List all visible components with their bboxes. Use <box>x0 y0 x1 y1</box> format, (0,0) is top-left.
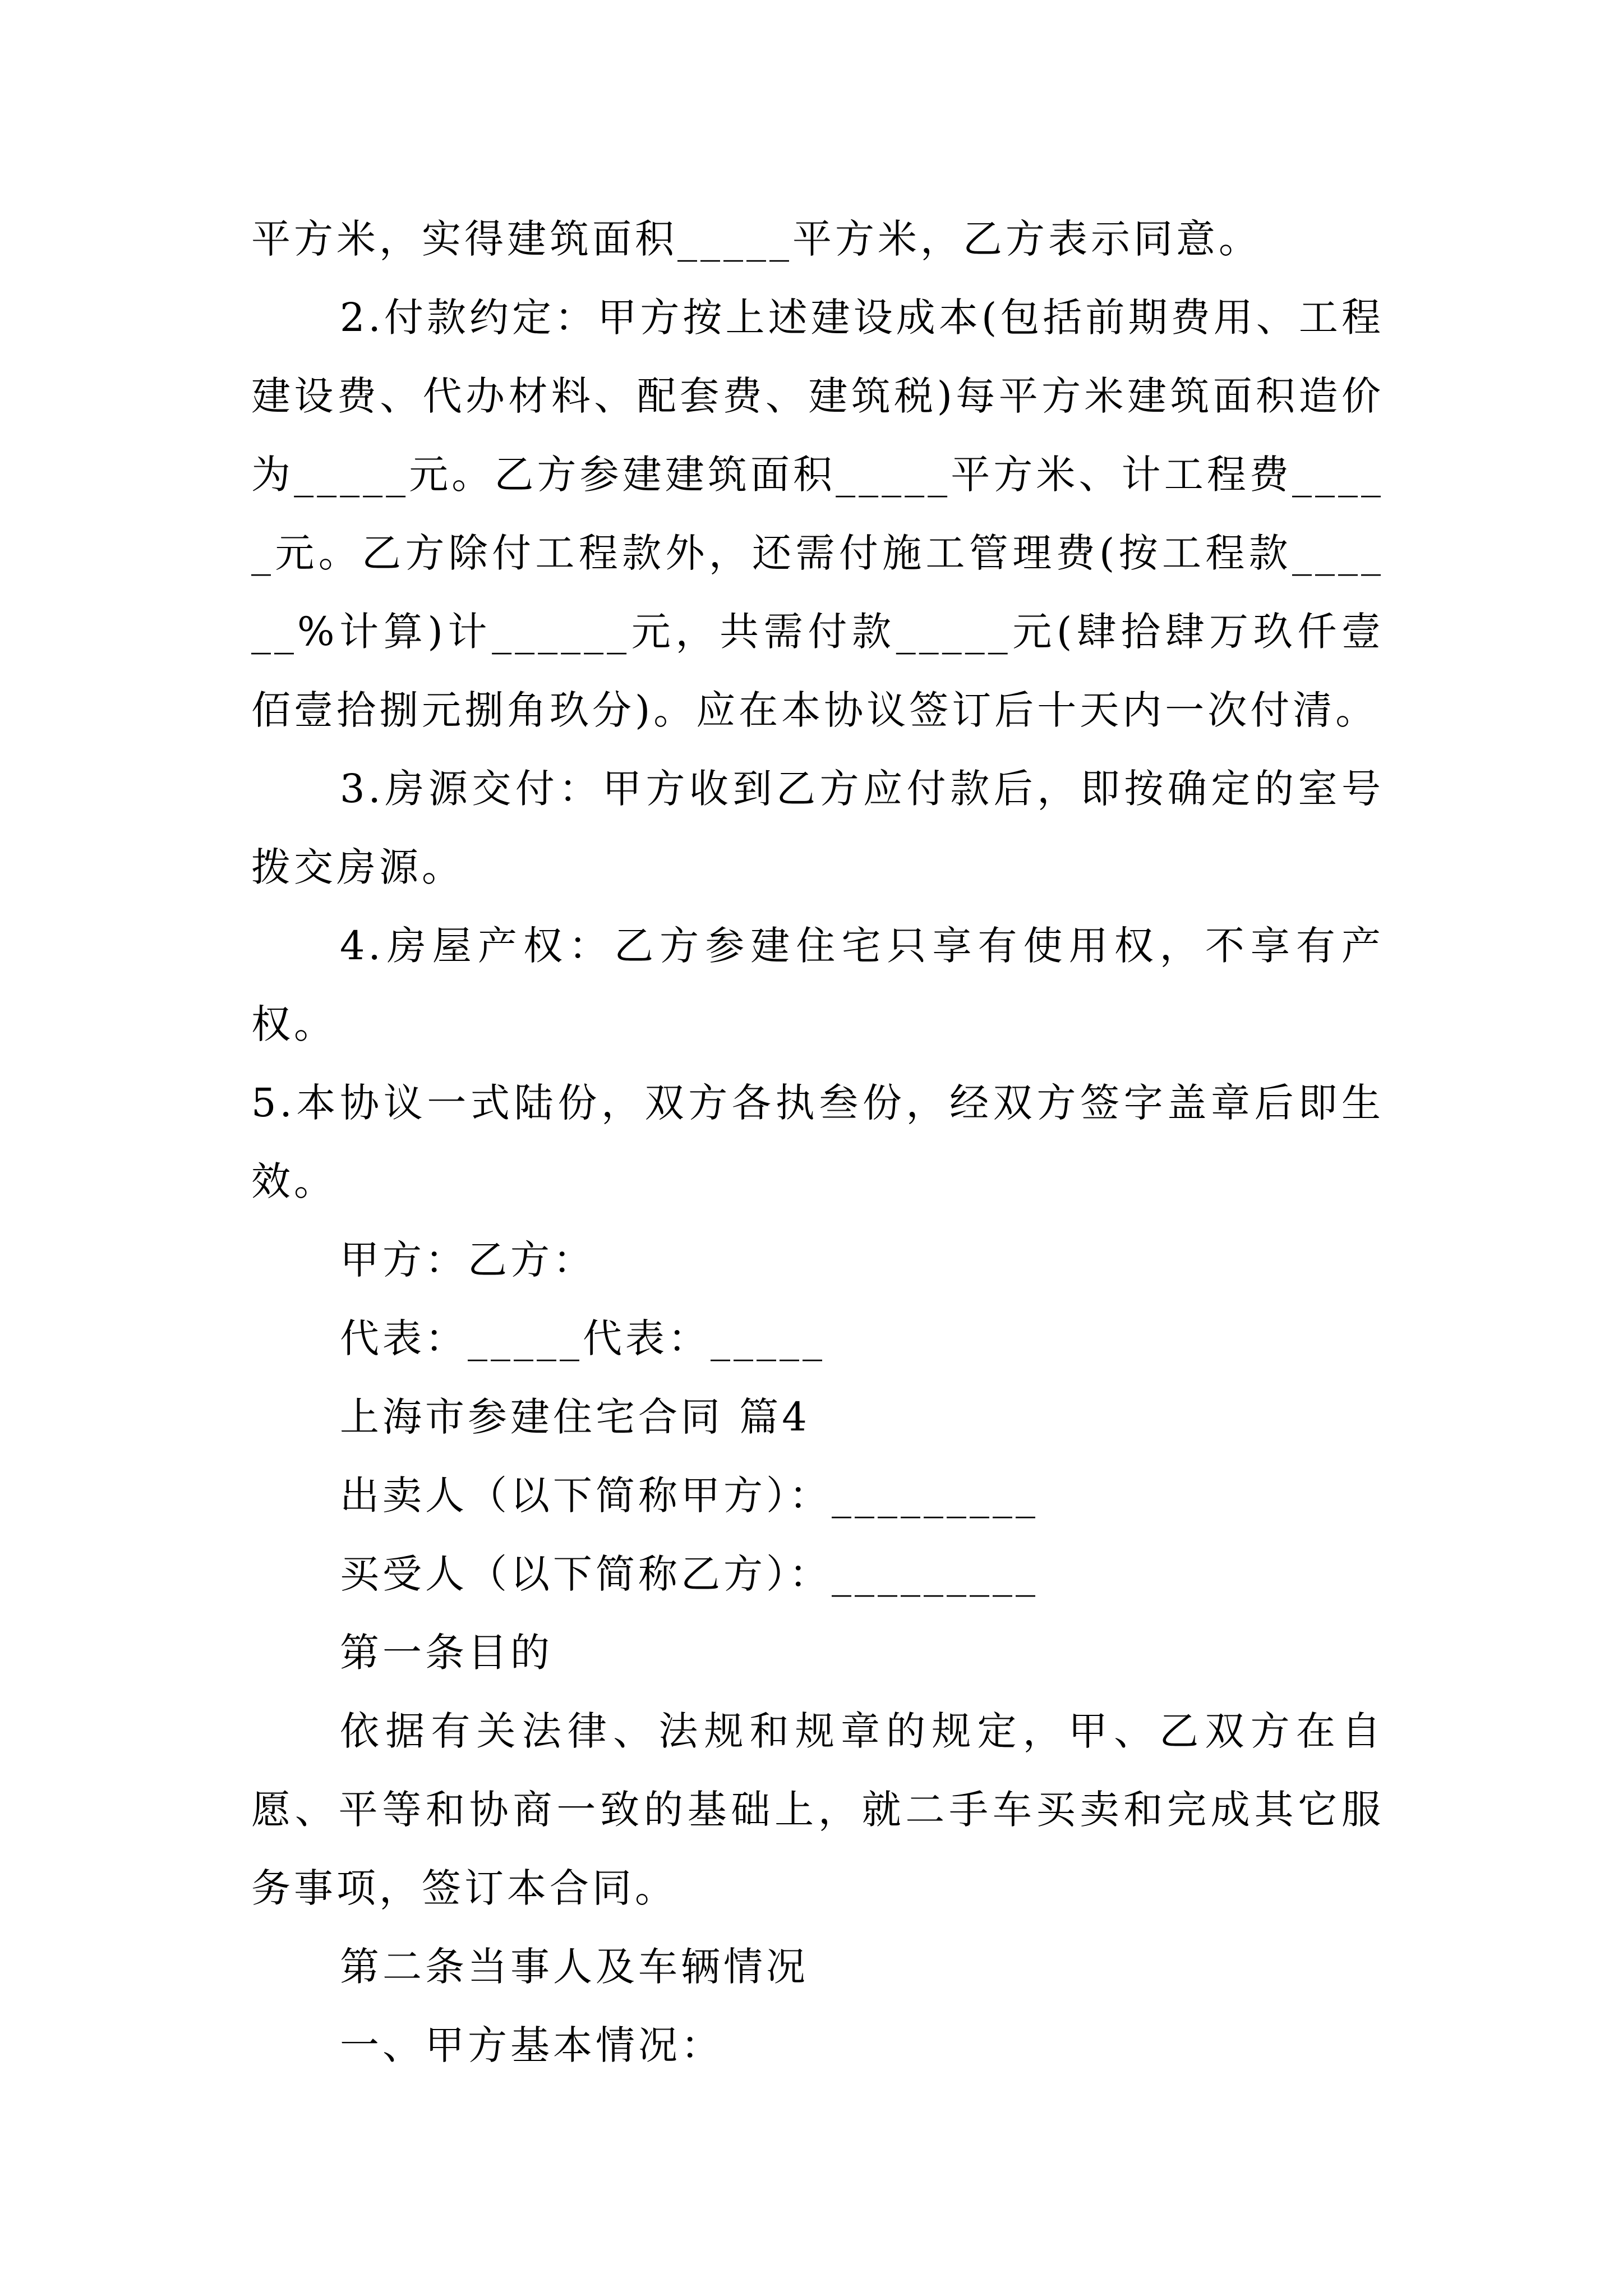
signature-representatives: 代表：_____代表：_____ <box>340 1315 826 1361</box>
paragraph-area-continuation: 平方米，实得建筑面积_____平方米，乙方表示同意。 <box>251 216 1261 262</box>
article-two-heading: 第二条当事人及车辆情况 <box>340 1944 809 1990</box>
paragraph-payment-terms: 2.付款约定：甲方按上述建设成本(包括前期费用、工程建设费、代办材料、配套费、建筑税)每平方米建筑面积造价为_____元。乙方参建建筑面积_____平方米、计工程费_____元。乙方除付工程款外，还需付施工管理费(按工程款______%计算)计______元，共需付款_____元(肆拾肆万玖仟壹佰壹拾捌元捌角玖分)。应在本协议签订后十天内一次付清。 <box>251 295 1384 733</box>
paragraph-copies: 5.本协议一式陆份，双方各执叁份，经双方签字盖章后即生效。 <box>251 1080 1384 1204</box>
paragraph-housing-delivery: 3.房源交付：甲方收到乙方应付款后，即按确定的室号拨交房源。 <box>251 766 1384 890</box>
signature-parties: 甲方：乙方： <box>340 1237 596 1283</box>
article-one-heading: 第一条目的 <box>340 1630 553 1676</box>
party-a-info-heading: 一、甲方基本情况： <box>340 2022 723 2068</box>
paragraph-property-rights: 4.房屋产权：乙方参建住宅只享有使用权，不享有产权。 <box>251 923 1384 1047</box>
buyer-line: 买受人（以下简称乙方）：_________ <box>340 1551 1039 1597</box>
seller-line: 出卖人（以下简称甲方）：_________ <box>340 1473 1039 1519</box>
article-one-body: 依据有关法律、法规和规章的规定，甲、乙双方在自愿、平等和协商一致的基础上，就二手车买卖和完成其它服务事项，签订本合同。 <box>251 1708 1384 1911</box>
section-heading: 上海市参建住宅合同 篇4 <box>340 1394 810 1440</box>
document-body <box>251 200 1384 2085</box>
